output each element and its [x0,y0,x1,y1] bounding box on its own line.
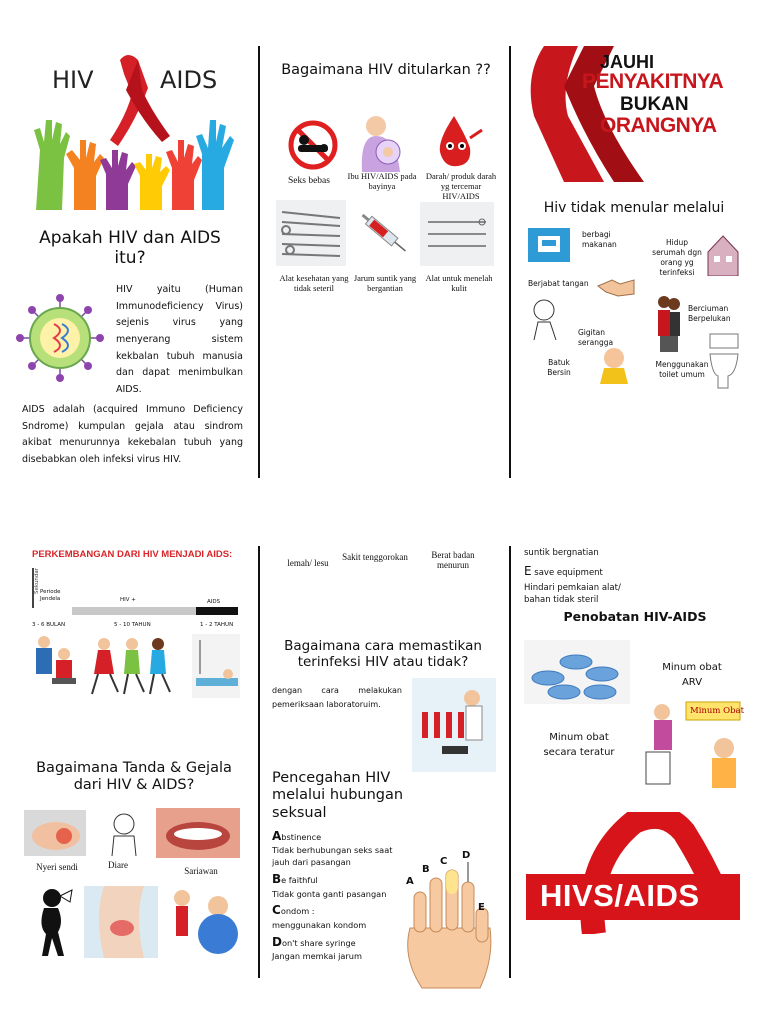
timeline-hiv-label: HIV + [120,597,136,603]
fold-line-1 [258,46,260,478]
item-public-toilet: Menggunakan toilet umum [655,360,709,380]
panel2-title: Bagaimana HIV ditularkan ?? [281,62,491,78]
finger-label-b: B [422,864,430,875]
item-handshake: Berjabat tangan [528,279,589,288]
free-sex-icon [280,118,346,172]
panel6-title: Penobatan HIV-AIDS [563,609,707,624]
finger-label-e: E [478,902,485,913]
panel5-title2: Pencegahan HIV melalui hubungan seksual [272,770,404,821]
duration-1: 3 - 6 BULAN [32,622,66,628]
finger-label-c: C [440,856,448,867]
panel1-title: Apakah HIV dan AIDS itu? [39,228,221,269]
item-cough-sneeze: Batuk Bersin [547,358,571,378]
runners-illustration [84,634,176,698]
abcde-list [272,828,402,963]
panel3-title: Hiv tidak menular melalui [543,200,725,216]
fold-line-3 [258,546,260,978]
caption-blood: Darah/ produk darah yg tercemar HIV/AIDS [425,171,497,201]
arv-text: Minum obat ARV [662,662,722,688]
mouth-ulcer-image [156,808,240,858]
banner-word-4: ORANGNYA [600,114,717,137]
weak-silhouette [30,886,76,956]
abc-item-a: Abstinence [272,829,322,843]
person-sneeze-icon [528,296,568,340]
abcde-desc-e: Hindari pemkaian alat/ bahan tidak steril [524,583,621,606]
fold-line-2 [509,46,511,478]
house-icon [704,232,742,276]
doctor-patient-illustration [28,634,76,694]
hivs-aids-banner [524,812,740,934]
syringe-image [352,204,416,262]
skin-tools-image [420,202,494,266]
banner-word-1: JAUHI [600,52,655,72]
symptom-mouth-ulcer: Sariawan [184,866,218,876]
finger-label-a: A [406,876,414,887]
timeline-aids-label: AIDS [207,599,221,605]
banner-word-2: PENYAKITNYA [582,70,724,93]
abc-desc-c: menggunakan kondom [272,919,367,930]
regular-text: Minum obat secara teratur [543,732,615,758]
pills-image [524,640,630,704]
timeline-hiv-bar [72,607,196,615]
symptom-diarrhea: Diare [108,860,128,870]
abc-item-c: Condom : [272,903,315,918]
symptom-joint-pain: Nyeri sendi [36,862,78,872]
abc-desc-a: Tidak berhubungan seks saat jauh dari pasangan [272,845,393,868]
panel4-title2: Bagaimana Tanda & Gejala dari HIV & AIDS? [36,760,232,794]
timeline-aids-bar [196,607,238,615]
lab-test-text: dengan cara melakukan pemeriksaan laboratoruim. [272,686,402,709]
item-kissing: Berciuman Berpelukan [688,304,731,324]
caption-skin-tools: Alat untuk menelah kulit [425,273,493,293]
hiv-label: HIV [52,66,94,94]
timeline-window-label: Periode Jendela [40,589,61,602]
abc-item-d: Don't share syringe [272,934,356,949]
fingers-abcde-illustration [402,848,496,990]
caption-syringe: Jarum suntik yang bergantian [353,273,417,293]
joint-pain-image [24,810,86,856]
caption-mother-baby: Ibu HIV/AIDS pada bayinya [347,171,417,191]
finger-label-d: D [462,850,471,861]
medical-tools-image [276,200,346,266]
abc-item-b: Be faithful [272,872,318,887]
aids-label: AIDS [160,66,218,94]
laboratory-illustration [412,678,496,772]
abc-desc-d: Jangan memkai jarum [272,951,362,962]
sore-throat-image [84,886,158,958]
couple-icon [652,294,686,354]
sharing-food-icon [528,228,570,262]
virus-diagram [12,292,108,384]
weight-loss-cartoon [160,886,240,958]
caption-free-sex: Seks bebas [288,176,330,186]
diarrhea-cartoon [94,808,154,856]
symptom-sore-throat: Sakit tenggorokan [342,552,408,562]
aids-definition: AIDS adalah (acquired Immuno Deficiency Sndrome) kumpulan gejala atau sindrom akibat menurunnya kekebalan tubuh yang disebabkan oleh infeksi virus HIV. [22,404,243,465]
symptom-weak: lemah/ lesu [287,558,329,568]
continued-line: suntik bergnatian [524,548,599,558]
toilet-icon [706,330,742,390]
abcde-item-e: E save equipment [524,564,603,578]
hospital-bed-illustration [192,634,240,698]
sick-child-icon [594,344,634,384]
abc-desc-b: Tidak gonta ganti pasangan [272,888,387,899]
caption-medical-tools: Alat kesehatan yang tidak seteril [279,273,349,293]
duration-3: 1 - 2 TAHUN [200,622,234,628]
blood-drop-icon [430,112,486,170]
item-insect-bite: Gigitan serangga [578,328,614,348]
fold-line-4 [509,546,511,978]
panel4-title: PERKEMBANGAN DARI HIV MENJADI AIDS: [32,549,233,560]
symptom-weight-loss: Berat badan menurun [431,550,475,571]
handshake-icon [596,272,636,302]
banner-word-3: BUKAN [620,94,689,115]
medicine-sign: Minum Obat [690,706,745,716]
hiv-definition: HIV yaitu (Human Immunodeficiency Virus) sejenis virus yang menyerang sistem kekbalan tubuh manusia dan dapat menimbulkan AIDS. [116,284,243,395]
timeline-axis-label: Sekundar [34,568,40,594]
duration-2: 5 - 10 TAHUN [114,622,151,628]
mother-baby-icon [352,112,410,172]
panel5-title: Bagaimana cara memastikan terinfeksi HIV atau tidak? [284,638,482,671]
item-sharing-food: berbagi makanan [582,230,617,250]
hivs-aids-banner-text: HIVS/AIDS [540,878,700,913]
item-living-together: Hidup serumah dgn orang yg terinfeksi [652,238,702,278]
